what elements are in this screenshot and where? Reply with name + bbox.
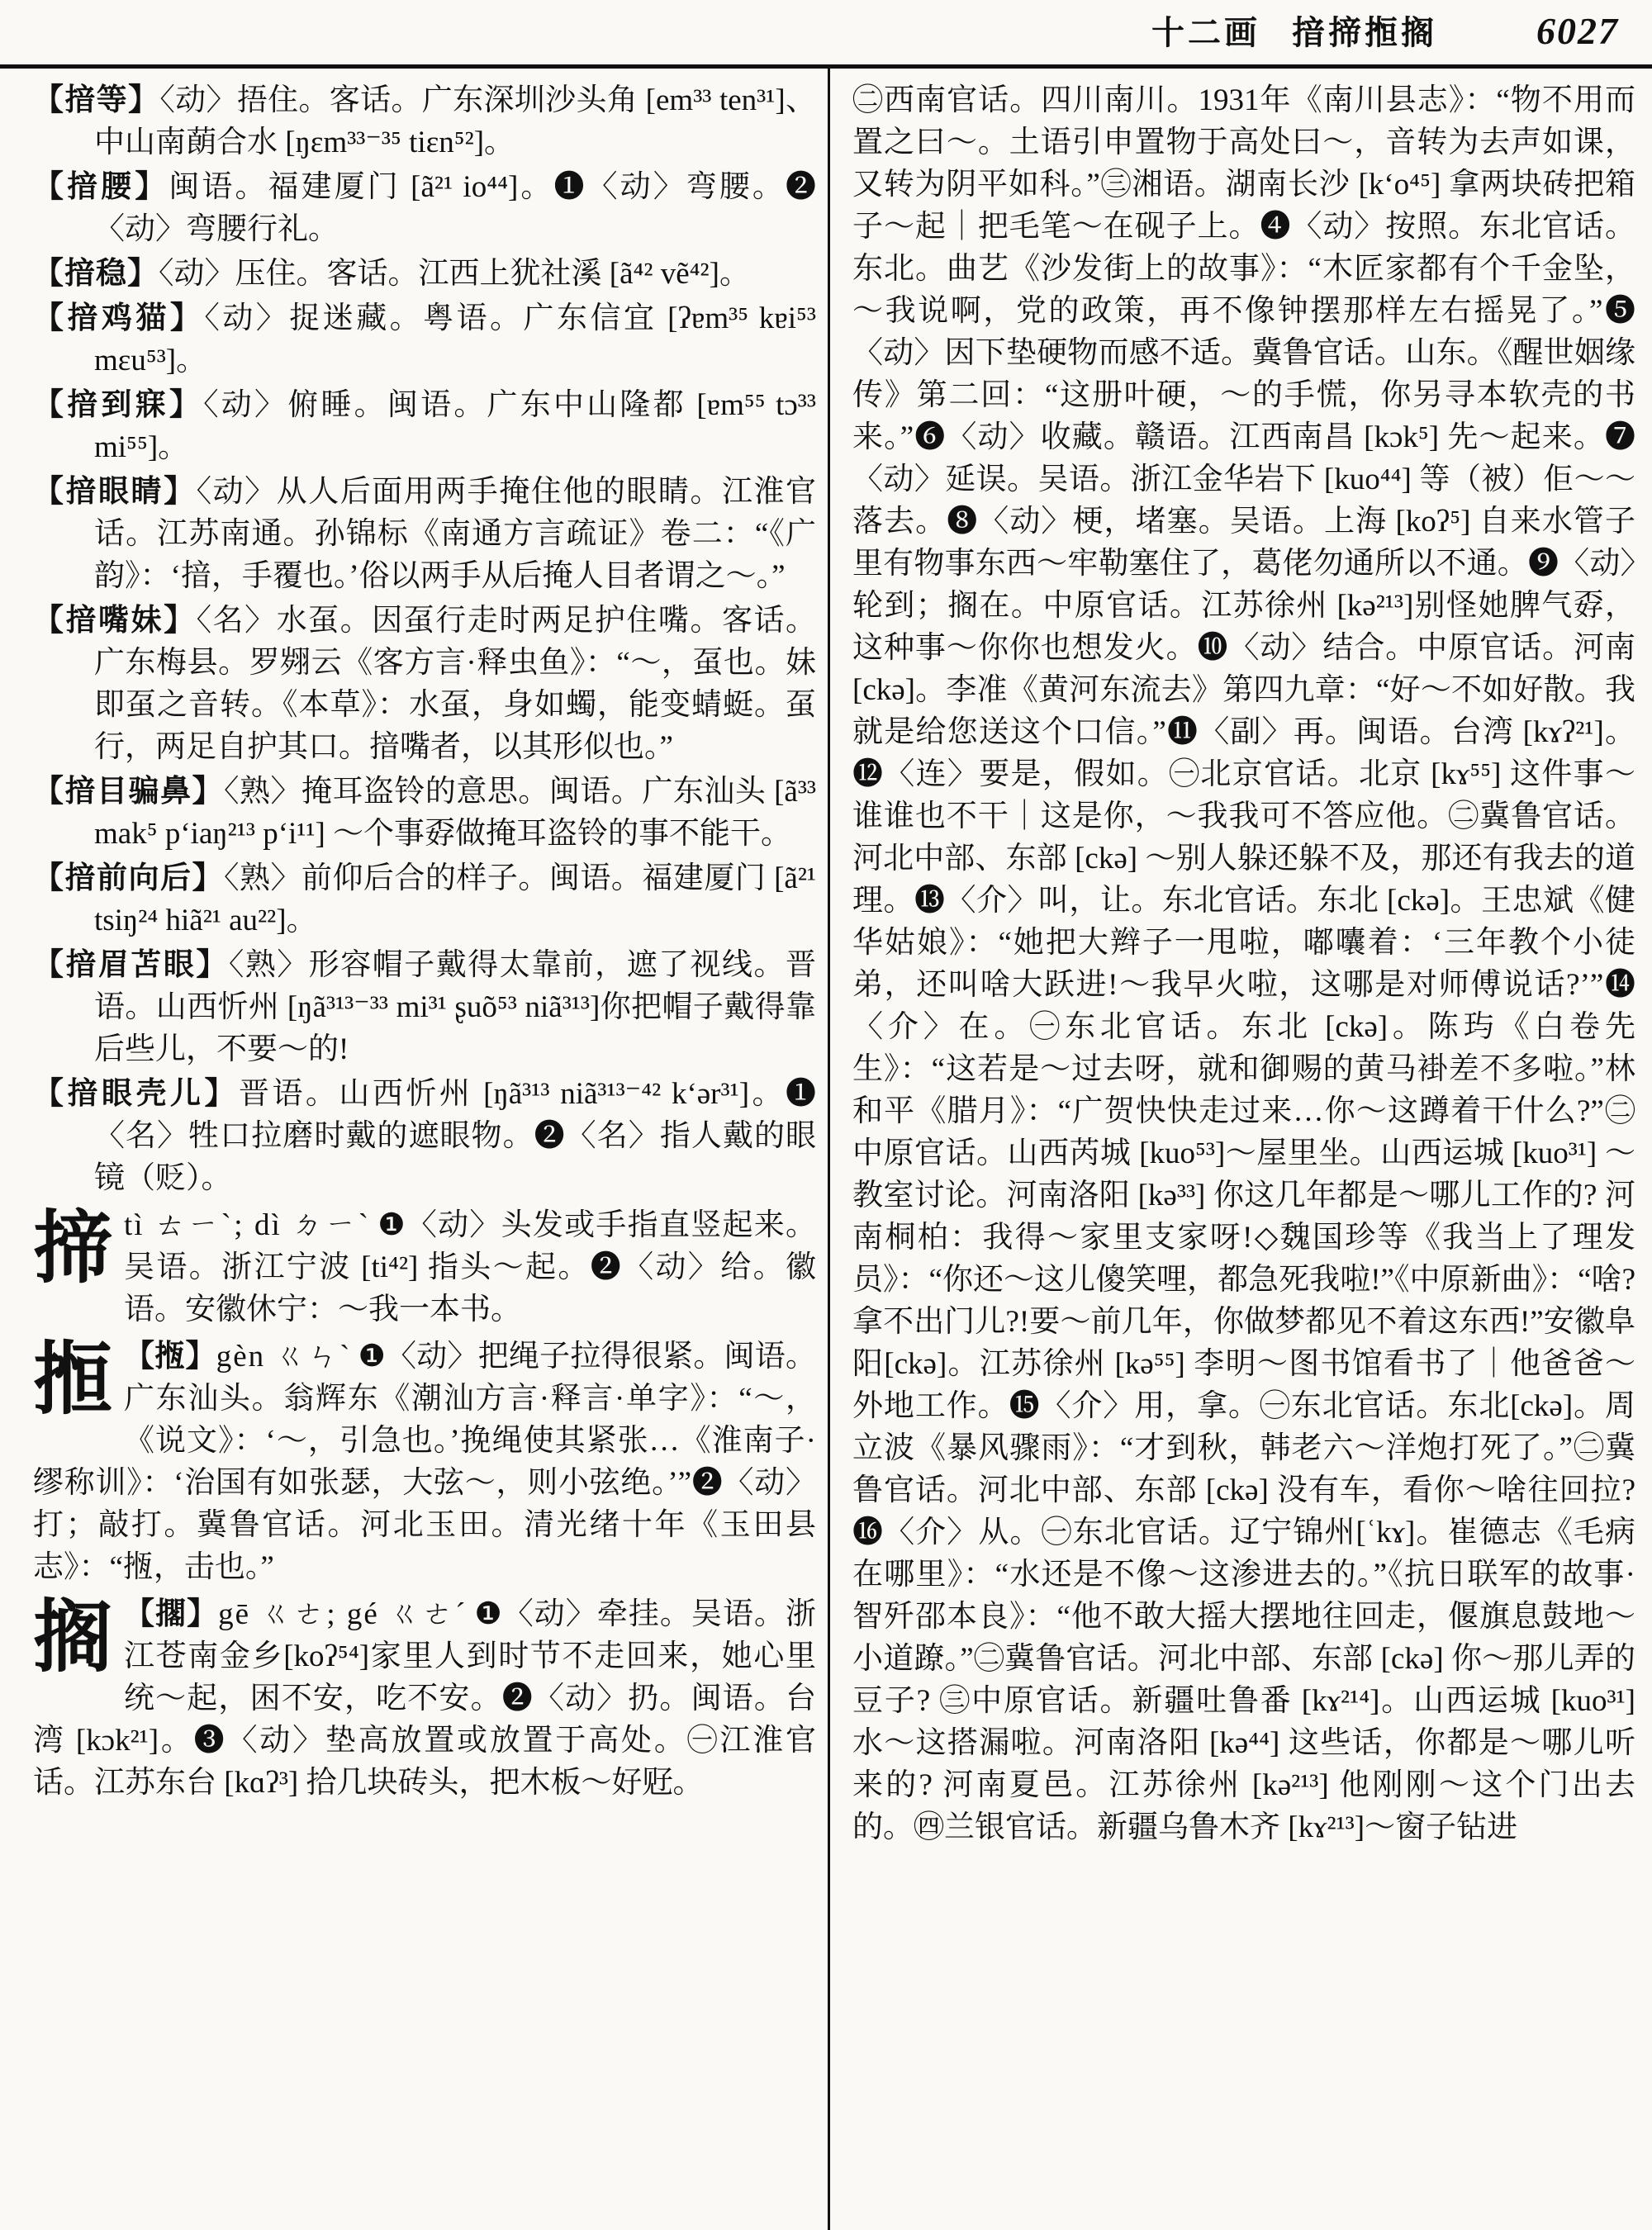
dict-entry-an-yan-ke-er: [33, 1073, 816, 1199]
entry-body: 〈动〉俯睡。闽语。广东中山隆都 [ɐm⁵⁵ tɔ³³ mi⁵⁵]。: [94, 388, 816, 464]
entry-body: ❶〈动〉头发或手指直竖起来。吴语。浙江宁波 [ti⁴²] 指头～起。❷〈动〉给。徽语。安徽休宁：～我一本书。: [124, 1208, 816, 1326]
entry-body: ❶〈动〉牵挂。吴语。浙江苍南金乡[koʔ⁵⁴]家里人到时节不走回来，她心里统～起，困不安，吃不安。❷〈动〉扔。闽语。台湾 [kɔk²¹]。❸〈动〉垫高放置或放置于高处。㊀江淮官话。江苏东台 [kɑʔ³] 拾几块砖头，把木板～好觃。: [33, 1597, 816, 1800]
character-entry-gen: [33, 1336, 816, 1588]
right-column: [852, 79, 1635, 1848]
entry-body: 〈动〉捂住。客话。广东深圳沙头角 [em³³ ten³¹]、中山南蓢合水 [ŋɛm³³⁻³⁵ tiɛn⁵²]。: [94, 83, 817, 159]
dict-entry-an-deng: [33, 79, 816, 164]
column-divider: [828, 69, 830, 2230]
headword-character: 揥: [33, 1204, 112, 1293]
entry-continuation: ㊁西南官话。四川南川。1931年《南川县志》：“物不用而置之曰～。土语引申置物于高处曰～，音转为去声如课，又转为阴平如科。”㊂湘语。湖南长沙 [kʻo⁴⁵] 拿两块砖把箱子～起｜把毛笔～在砚子上。❹〈动〉按照。东北官话。东北。曲艺《沙发街上的故事》：“木匠家都有个千金坠，～我说啊，党的政策，再不像钟摆那样左右摇晃了。”❺〈动〉因下垫硬物而感不适。冀鲁官话。山东。《醒世姻缘传》第二回：“这册叶硬，～的手慌，你另寻本软壳的书来。”❻〈动〉收藏。赣语。江西南昌 [kɔk⁵] 先～起来。❼〈动〉延误。吴语。浙江金华岩下 [kuo⁴⁴] 等（被）佢～～落去。❽〈动〉梗，堵塞。吴语。上海 [koʔ⁵] 自来水管子里有物事东西～牢勒塞住了，葛佬勿通所以不通。❾〈动〉轮到；搁在。中原官话。江苏徐州 [kə²¹³]别怪她脾气孬，这种事～你你也想发火。❿〈动〉结合。中原官话。河南 [ckə]。李准《黄河东流去》第四九章：“好～不如好散。我就是给您送这个口信。”⓫〈副〉再。闽语。台湾 [kɤʔ²¹]。⓬〈连〉要是，假如。㊀北京官话。北京 [kɤ⁵⁵] 这件事～谁谁也不干｜这是你，～我我可不答应他。㊁冀鲁官话。河北中部、东部 [ckə] ～别人躲还躲不及，那还有我去的道理。⓭〈介〉叫，让。东北官话。东北 [ckə]。王忠斌《健华姑娘》：“她把大辫子一甩啦，嘟囔着：‘三年教个小徒弟，还叫啥大跃进!～我早火啦，这哪是对师傅说话?’”⓮〈介〉在。㊀东北官话。东北 [ckə]。陈玙《白卷先生》：“这若是～过去呀，就和御赐的黄马褂差不多啦。”林和平《腊月》：“广贺快快走过来…你～这蹲着干什么?”㊁中原官话。山西芮城 [kuo⁵³]～屋里坐。山西运城 [kuo³¹] ～教室讨论。河南洛阳 [kə³³] 你这几年都是～哪儿工作的? 河南桐柏：我得～家里支家呀!◇魏国珍等《我当上了理发员》：“你还～这儿傻笑哩，都急死我啦!”《中原新曲》：“啥? 拿不出门儿?!要～前几年，你做梦都见不着这东西!”安徽阜阳[ckə]。江苏徐州 [kə⁵⁵] 李明～图书馆看书了｜他爸爸～外地工作。⓯〈介〉用，拿。㊀东北官话。东北[ckə]。周立波《暴风骤雨》：“才到秋，韩老六～洋炮打死了。”㊁冀鲁官话。河北中部、东部 [ckə] 没有车，看你～啥往回拉? ⓰〈介〉从。㊀东北官话。辽宁锦州[ʿkɤ]。崔德志《毛病在哪里》：“水还是不像～这渗进去的。”《抗日联军的故事·智歼邵本良》：“他不敢大摇大摆地往回走，偃旗息鼓地～小道蹽。”㊁冀鲁官话。河北中部、东部 [ckə] 你～那儿弄的豆子? ㊂中原官话。新疆吐鲁番 [kɤ²¹⁴]。山西运城 [kuo³¹] 水～这搭漏啦。河南洛阳 [kə⁴⁴] 这些话，你都是～哪儿听来的? 河南夏邑。江苏徐州 [kə²¹³] 他刚刚～这个门出去的。㊃兰银官话。新疆乌鲁木齐 [kɤ²¹³]～窗子钻进: [852, 83, 1635, 1844]
left-column: [33, 79, 816, 1806]
dict-entry-an-zui-mei: [33, 600, 816, 768]
character-entry-ti: [33, 1204, 816, 1331]
entry-body: 〈动〉从人后面用两手掩住他的眼睛。江淮官话。江苏南通。孙锦标《南通方言疏证》卷二：“《广韵》：‘揞，手覆也。’俗以两手从后掩人目者谓之～。”: [94, 475, 817, 593]
headword-character: 搄: [33, 1336, 112, 1424]
dict-entry-an-ji-mao: [33, 297, 816, 382]
dict-entry-an-qian-xiang-hou: [33, 857, 816, 942]
running-head: [0, 7, 1619, 54]
entry-headword: 【揞眉苫眼】: [33, 948, 229, 982]
pronunciation: tì ㄊㄧˋ; dì ㄉㄧˋ: [124, 1208, 372, 1242]
entry-body: 〈动〉捉迷藏。粤语。广东信宜 [ʔɐm³⁵ kɐi⁵³ mɛu⁵³]。: [94, 301, 817, 377]
entry-headword: 【揞到寐】: [33, 388, 204, 422]
pronunciation: gèn ㄍㄣˋ: [216, 1340, 352, 1374]
entry-headword: 【揞目骗鼻】: [33, 775, 224, 809]
dict-entry-an-dao-mei: [33, 384, 816, 468]
entry-headword: 【揞鸡猫】: [33, 301, 205, 335]
entry-body: ❶〈动〉把绳子拉得很紧。闽语。广东汕头。翁辉东《潮汕方言·释言·单字》：“～，《说文》：‘～，引急也。’挽绳使其紧张…《淮南子·缪称训》：‘治国有如张瑟，大弦～，则小弦绝。’”❷〈动〉打；敲打。冀鲁官话。河北玉田。清光绪十年《玉田县志》：“揯，击也。”: [33, 1340, 817, 1584]
dict-entry-an-yan-jing: [33, 471, 816, 597]
pronunciation: gē ㄍㄜ; gé ㄍㄜˊ: [218, 1597, 468, 1631]
dict-entry-an-yao: [33, 166, 816, 250]
entry-body: 〈动〉压住。客话。江西上犹社溪 [ã⁴² vẽ⁴²]。: [159, 257, 750, 291]
variant-form: 【揯】: [124, 1340, 216, 1374]
stroke-section-label: 十二画: [1151, 14, 1260, 51]
entry-body: 〈熟〉形容帽子戴得太靠前，遮了视线。晋语。山西忻州 [ŋã³¹³⁻³³ mi³¹ ʂuõ⁵³ niã³¹³]你把帽子戴得靠后些儿，不要～的!: [94, 948, 816, 1066]
entry-headword: 【揞等】: [33, 83, 160, 117]
entry-body: 〈熟〉前仰后合的样子。闽语。福建厦门 [ã²¹ tsiŋ²⁴ hiã²¹ au²²]。: [94, 861, 817, 937]
entry-headword: 【揞前向后】: [33, 861, 224, 895]
entry-body: 〈熟〉掩耳盗铃的意思。闽语。广东汕头 [ã³³ mak⁵ pʻiaŋ²¹³ pʻi¹¹] ～个事孬做掩耳盗铃的事不能干。: [94, 775, 817, 851]
dict-entry-an-wen: [33, 253, 816, 295]
entry-body: 晋语。山西忻州 [ŋã³¹³ niã³¹³⁻⁴² kʻər³¹]。❶〈名〉牲口拉磨时戴的遮眼物。❷〈名〉指人戴的眼镜（贬）。: [94, 1077, 816, 1195]
page-number: 6027: [1536, 10, 1619, 52]
headword-character: 搁: [33, 1593, 112, 1682]
entry-headword: 【揞眼壳儿】: [33, 1077, 239, 1111]
entry-headword: 【揞眼睛】: [33, 475, 197, 509]
entry-headword: 【揞腰】: [33, 170, 169, 204]
head-characters: 揞揥搄搁: [1292, 14, 1437, 51]
dict-entry-an-mu-pian-bi: [33, 771, 816, 855]
dict-entry-an-mei-shan-yan: [33, 944, 816, 1070]
entry-headword: 【揞稳】: [33, 257, 159, 291]
entry-body: 闽语。福建厦门 [ã²¹ io⁴⁴]。❶〈动〉弯腰。❷〈动〉弯腰行礼。: [94, 170, 817, 246]
character-entry-ge: [33, 1593, 816, 1804]
entry-body: 〈名〉水虿。因虿行走时两足护住嘴。客话。广东梅县。罗翙云《客方言·释虫鱼》：“～，虿也。妹即虿之音转。《本草》：水虿，身如蠋，能变蜻蜓。虿行，两足自护其口。揞嘴者，以其形似也。”: [94, 604, 817, 764]
header-rule: [0, 64, 1652, 69]
entry-headword: 【揞嘴妹】: [33, 604, 197, 638]
variant-form: 【擱】: [124, 1597, 219, 1631]
